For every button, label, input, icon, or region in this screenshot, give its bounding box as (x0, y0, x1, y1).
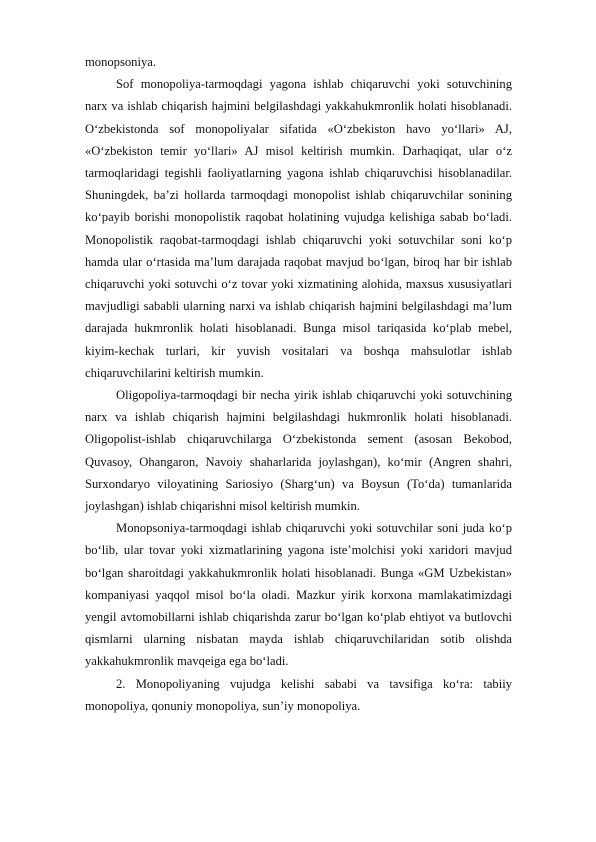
paragraph-oligopoly: Oligopoliya-tarmoqdagi bir necha yirik ishlab chiqaruvchi yoki sotuvchining narx va ishlab chiqarish hajmini belgilashdagi hukmronlik holati hisoblanadi. Oligopolist-ishlab chiqaruvchilarga O‘zbekistonda sement (asosan Bekobod, Quvasoy, Ohangaron, Navoiy shaharlarida joylashgan), ko‘mir (Angren shahri, Surxondaryo viloyatining Sariosiyo (Sharg‘un) va Boysun (To‘da) tumanlarida joylashgan) ishlab chiqarishni misol keltirish mumkin. (85, 388, 512, 514)
paragraph-continuation: monopsoniya. (85, 55, 157, 69)
paragraph-pure-monopoly: Sof monopoliya-tarmoqdagi yagona ishlab chiqaruvchi yoki sotuvchining narx va ishlab chiqarish hajmini belgilashdagi yakkahukmronlik holati hisoblanadi. O‘zbekistonda sof monopoliyalar sifatida «O‘zbekiston havo yo‘llari» AJ, «O‘zbekiston temir yo‘llari» AJ misol keltirish mumkin. Darhaqiqat, ular o‘z tarmoqlaridagi tegishli faoliyatlarning yagona ishlab chiqaruvchisi hisoblanadilar. Shuningdek, ba’zi hollarda tarmoqdagi monopolist ishlab chiqaruvchilar sonining ko‘payib borishi monopolistik raqobat holatining vujudga kelishiga sabab bo‘ladi. Monopolistik raqobat-tarmoqdagi ishlab chiqaruvchi yoki sotuvchilar soni ko‘p hamda ular o‘rtasida ma’lum darajada raqobat mavjud bo‘lgan, biroq har bir ishlab chiqaruvchi yoki sotuvchi o‘z tovar yoki xizmatining alohida, maxsus xususiyatlari mavjudligi sababli ularning narxi va ishlab chiqarish hajmini belgilashdagi ma’lum darajada hukmronlik holati hisoblanadi. Bunga misol tariqasida ko‘plab mebel, kiyim-kechak turlari, kir yuvish vositalari va boshqa mahsulotlar ishlab chiqaruvchilarini keltirish mumkin. (85, 77, 512, 380)
document-page (85, 51, 512, 717)
paragraph-numbered-item: 2. Monopoliyaning vujudga kelishi sababi va tavsifiga ko‘ra: tabiiy monopoliya, qonuniy monopoliya, sun’iy monopoliya. (85, 676, 512, 713)
paragraph-monopsony: Monopsoniya-tarmoqdagi ishlab chiqaruvchi yoki sotuvchilar soni juda ko‘p bo‘lib, ular tovar yoki xizmatlarining yagona iste’molchisi yoki xaridori mavjud bo‘lgan sharoitdagi yakkahukmronlik holati hisoblanadi. Bunga «GM Uzbekistan» kompaniyasi yaqqol misol bo‘la oladi. Mazkur yirik korxona mamlakatimizdagi yengil avtomobillarni ishlab chiqarishda zarur bo‘lgan ko‘plab ehtiyot va butlovchi qismlarni ularning nisbatan mayda ishlab chiqaruvchilaridan sotib olishda yakkahukmronlik mavqeiga ega bo‘ladi. (85, 521, 512, 669)
